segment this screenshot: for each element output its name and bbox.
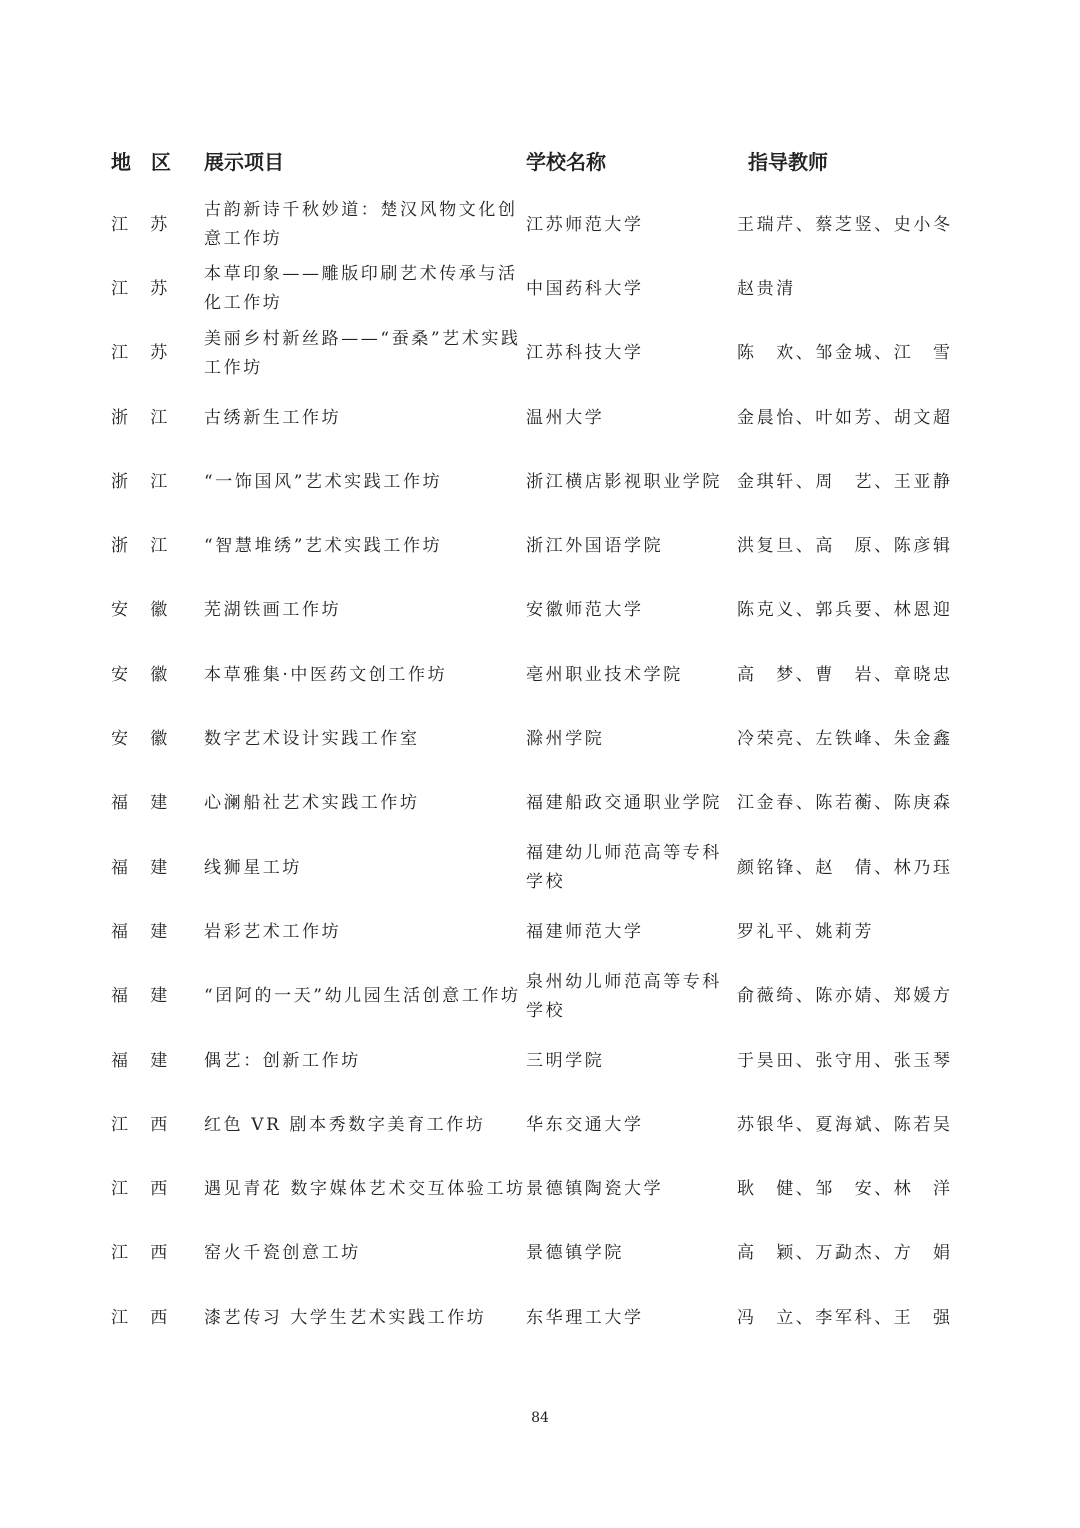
cell-project bbox=[204, 643, 526, 707]
cell-teacher bbox=[737, 1029, 977, 1093]
cell-school bbox=[526, 514, 738, 578]
cell-school-text: 景德镇学院 bbox=[526, 1243, 624, 1264]
cell-teacher bbox=[737, 900, 977, 964]
cell-project bbox=[204, 965, 526, 1029]
cell-school bbox=[526, 450, 738, 514]
cell-region bbox=[111, 1093, 191, 1157]
table-header bbox=[0, 146, 1080, 176]
cell-school-text: 亳州职业技术学院 bbox=[526, 664, 683, 685]
cell-region-text: 浙 江 bbox=[111, 407, 170, 428]
cell-region bbox=[111, 836, 191, 900]
cell-school-text: 浙江外国语学院 bbox=[526, 536, 664, 557]
cell-school-text: 东华理工大学 bbox=[526, 1307, 644, 1328]
cell-project-text: 古韵新诗千秋妙道：楚汉风物文化创意工作坊 bbox=[204, 200, 518, 250]
table-row bbox=[0, 900, 1080, 964]
cell-school bbox=[526, 193, 738, 257]
cell-region-text: 江 苏 bbox=[111, 214, 170, 235]
cell-teacher bbox=[737, 1286, 977, 1350]
cell-school bbox=[526, 579, 738, 643]
cell-school-text: 滁州学院 bbox=[526, 729, 605, 750]
cell-project-text: 偶艺：创新工作坊 bbox=[204, 1050, 361, 1071]
cell-region-text: 福 建 bbox=[111, 793, 170, 814]
cell-region bbox=[111, 193, 191, 257]
cell-teacher bbox=[737, 257, 977, 321]
cell-project-text: 本草雅集·中医药文创工作坊 bbox=[204, 664, 448, 685]
cell-region bbox=[111, 579, 191, 643]
cell-school bbox=[526, 900, 738, 964]
cell-teacher-text: 冯 立、李军科、王 强 bbox=[737, 1307, 953, 1328]
cell-teacher-text: 苏银华、夏海斌、陈若吴 bbox=[737, 1114, 953, 1135]
cell-teacher bbox=[737, 1093, 977, 1157]
cell-teacher-text: 王瑞芹、蔡芝竖、史小冬 bbox=[737, 214, 953, 235]
cell-project bbox=[204, 257, 526, 321]
cell-project bbox=[204, 1093, 526, 1157]
cell-teacher-text: 金琪轩、周 艺、王亚静 bbox=[737, 471, 953, 492]
cell-project-text: 本草印象——雕版印刷艺术传承与活化工作坊 bbox=[204, 264, 518, 314]
cell-project bbox=[204, 1029, 526, 1093]
cell-project bbox=[204, 1222, 526, 1286]
header-region: 地 区 bbox=[111, 150, 171, 174]
cell-project-text: “囝阿的一天”幼儿园生活创意工作坊 bbox=[204, 986, 521, 1007]
table-row bbox=[0, 1029, 1080, 1093]
cell-school bbox=[526, 322, 738, 386]
cell-school-text: 中国药科大学 bbox=[526, 278, 644, 299]
cell-region-text: 江 西 bbox=[111, 1114, 170, 1135]
cell-region bbox=[111, 965, 191, 1029]
cell-teacher-text: 耿 健、邹 安、林 洋 bbox=[737, 1179, 953, 1200]
cell-teacher-text: 陈 欢、邹金城、江 雪 bbox=[737, 343, 953, 364]
table-body bbox=[0, 193, 1080, 1350]
cell-region bbox=[111, 1157, 191, 1221]
cell-region-text: 福 建 bbox=[111, 986, 170, 1007]
table-row bbox=[0, 772, 1080, 836]
cell-school bbox=[526, 1222, 738, 1286]
cell-school-text: 福建幼儿师范高等专科学校 bbox=[526, 843, 722, 893]
cell-region-text: 浙 江 bbox=[111, 471, 170, 492]
table-row bbox=[0, 450, 1080, 514]
cell-teacher bbox=[737, 322, 977, 386]
cell-school-text: 景德镇陶瓷大学 bbox=[526, 1179, 664, 1200]
cell-region bbox=[111, 450, 191, 514]
cell-project bbox=[204, 900, 526, 964]
table-row bbox=[0, 1286, 1080, 1350]
cell-teacher-text: 罗礼平、姚莉芳 bbox=[737, 921, 875, 942]
cell-project-text: 古绣新生工作坊 bbox=[204, 407, 342, 428]
cell-region-text: 江 西 bbox=[111, 1179, 170, 1200]
table-row bbox=[0, 965, 1080, 1029]
cell-school bbox=[526, 965, 738, 1029]
cell-region bbox=[111, 772, 191, 836]
cell-region bbox=[111, 1286, 191, 1350]
header-teacher: 指导教师 bbox=[748, 150, 828, 174]
table-row bbox=[0, 1157, 1080, 1221]
cell-region bbox=[111, 1222, 191, 1286]
cell-region-text: 江 苏 bbox=[111, 278, 170, 299]
cell-teacher-text: 高 梦、曹 岩、章晓忠 bbox=[737, 664, 953, 685]
cell-school bbox=[526, 1029, 738, 1093]
cell-region-text: 安 徽 bbox=[111, 729, 170, 750]
cell-school bbox=[526, 1157, 738, 1221]
cell-school-text: 江苏师范大学 bbox=[526, 214, 644, 235]
cell-region-text: 福 建 bbox=[111, 921, 170, 942]
cell-school-text: 福建师范大学 bbox=[526, 921, 644, 942]
cell-teacher-text: 冷荣亮、左铁峰、朱金鑫 bbox=[737, 729, 953, 750]
header-school: 学校名称 bbox=[526, 150, 606, 174]
cell-teacher bbox=[737, 707, 977, 771]
cell-region bbox=[111, 386, 191, 450]
table-row bbox=[0, 514, 1080, 578]
cell-project bbox=[204, 514, 526, 578]
cell-project bbox=[204, 1286, 526, 1350]
cell-region bbox=[111, 257, 191, 321]
cell-teacher bbox=[737, 386, 977, 450]
header-project: 展示项目 bbox=[204, 150, 284, 174]
cell-project-text: “一饰国风”艺术实践工作坊 bbox=[204, 471, 443, 492]
table-row bbox=[0, 257, 1080, 321]
cell-school bbox=[526, 1093, 738, 1157]
cell-teacher bbox=[737, 836, 977, 900]
cell-project bbox=[204, 707, 526, 771]
cell-school-text: 温州大学 bbox=[526, 407, 605, 428]
cell-teacher bbox=[737, 450, 977, 514]
cell-teacher-text: 颜铭锋、赵 倩、林乃珏 bbox=[737, 857, 953, 878]
table-row bbox=[0, 707, 1080, 771]
cell-project-text: 岩彩艺术工作坊 bbox=[204, 921, 342, 942]
cell-teacher-text: 赵贵清 bbox=[737, 278, 796, 299]
cell-school-text: 江苏科技大学 bbox=[526, 343, 644, 364]
cell-teacher bbox=[737, 579, 977, 643]
cell-region-text: 福 建 bbox=[111, 1050, 170, 1071]
cell-project-text: 数字艺术设计实践工作室 bbox=[204, 729, 420, 750]
cell-teacher-text: 洪复旦、高 原、陈彦辑 bbox=[737, 536, 953, 557]
table-row bbox=[0, 1222, 1080, 1286]
cell-region-text: 安 徽 bbox=[111, 600, 170, 621]
page-number: 84 bbox=[531, 1410, 549, 1426]
cell-teacher bbox=[737, 1157, 977, 1221]
cell-teacher bbox=[737, 193, 977, 257]
cell-region-text: 浙 江 bbox=[111, 536, 170, 557]
cell-teacher-text: 江金春、陈若蘅、陈庚森 bbox=[737, 793, 953, 814]
table-row bbox=[0, 386, 1080, 450]
cell-school-text: 浙江横店影视职业学院 bbox=[526, 471, 722, 492]
cell-teacher bbox=[737, 514, 977, 578]
cell-region-text: 安 徽 bbox=[111, 664, 170, 685]
cell-project bbox=[204, 450, 526, 514]
table-row bbox=[0, 193, 1080, 257]
cell-project-text: 美丽乡村新丝路——“蚕桑”艺术实践工作坊 bbox=[204, 328, 521, 378]
cell-project-text: 芜湖铁画工作坊 bbox=[204, 600, 342, 621]
cell-region-text: 江 西 bbox=[111, 1243, 170, 1264]
cell-project bbox=[204, 772, 526, 836]
cell-region bbox=[111, 322, 191, 386]
cell-school-text: 三明学院 bbox=[526, 1050, 605, 1071]
cell-project-text: 漆艺传习 大学生艺术实践工作坊 bbox=[204, 1307, 487, 1328]
table-row bbox=[0, 836, 1080, 900]
cell-region bbox=[111, 1029, 191, 1093]
cell-teacher bbox=[737, 772, 977, 836]
table-row bbox=[0, 579, 1080, 643]
cell-teacher-text: 俞薇绮、陈亦婧、郑媛方 bbox=[737, 986, 953, 1007]
cell-teacher-text: 高 颖、万勐杰、方 娟 bbox=[737, 1243, 953, 1264]
cell-project bbox=[204, 386, 526, 450]
cell-project bbox=[204, 1157, 526, 1221]
table-row bbox=[0, 322, 1080, 386]
cell-project-text: 红色 VR 剧本秀数字美育工作坊 bbox=[204, 1114, 486, 1135]
cell-region bbox=[111, 707, 191, 771]
cell-project bbox=[204, 836, 526, 900]
cell-teacher bbox=[737, 965, 977, 1029]
cell-teacher-text: 于昊田、张守用、张玉琴 bbox=[737, 1050, 953, 1071]
cell-region-text: 福 建 bbox=[111, 857, 170, 878]
cell-region bbox=[111, 900, 191, 964]
cell-project bbox=[204, 322, 526, 386]
cell-school bbox=[526, 707, 738, 771]
cell-school bbox=[526, 257, 738, 321]
cell-teacher-text: 陈克义、郭兵要、林恩迎 bbox=[737, 600, 953, 621]
table-row bbox=[0, 1093, 1080, 1157]
cell-teacher bbox=[737, 643, 977, 707]
cell-teacher bbox=[737, 1222, 977, 1286]
cell-region-text: 江 苏 bbox=[111, 343, 170, 364]
cell-teacher-text: 金晨怡、叶如芳、胡文超 bbox=[737, 407, 953, 428]
cell-school-text: 安徽师范大学 bbox=[526, 600, 644, 621]
cell-school bbox=[526, 836, 738, 900]
table-row bbox=[0, 643, 1080, 707]
cell-project-text: 心澜船社艺术实践工作坊 bbox=[204, 793, 420, 814]
cell-project bbox=[204, 579, 526, 643]
cell-school-text: 华东交通大学 bbox=[526, 1114, 644, 1135]
cell-region-text: 江 西 bbox=[111, 1307, 170, 1328]
cell-school-text: 泉州幼儿师范高等专科学校 bbox=[526, 971, 722, 1021]
cell-project-text: “智慧堆绣”艺术实践工作坊 bbox=[204, 536, 443, 557]
cell-project-text: 遇见青花 数字媒体艺术交互体验工坊 bbox=[204, 1179, 526, 1200]
cell-school bbox=[526, 1286, 738, 1350]
cell-project-text: 线狮星工坊 bbox=[204, 857, 302, 878]
cell-school bbox=[526, 772, 738, 836]
cell-project-text: 窑火千瓷创意工坊 bbox=[204, 1243, 361, 1264]
cell-project bbox=[204, 193, 526, 257]
cell-school-text: 福建船政交通职业学院 bbox=[526, 793, 722, 814]
cell-region bbox=[111, 514, 191, 578]
cell-school bbox=[526, 643, 738, 707]
cell-school bbox=[526, 386, 738, 450]
cell-region bbox=[111, 643, 191, 707]
